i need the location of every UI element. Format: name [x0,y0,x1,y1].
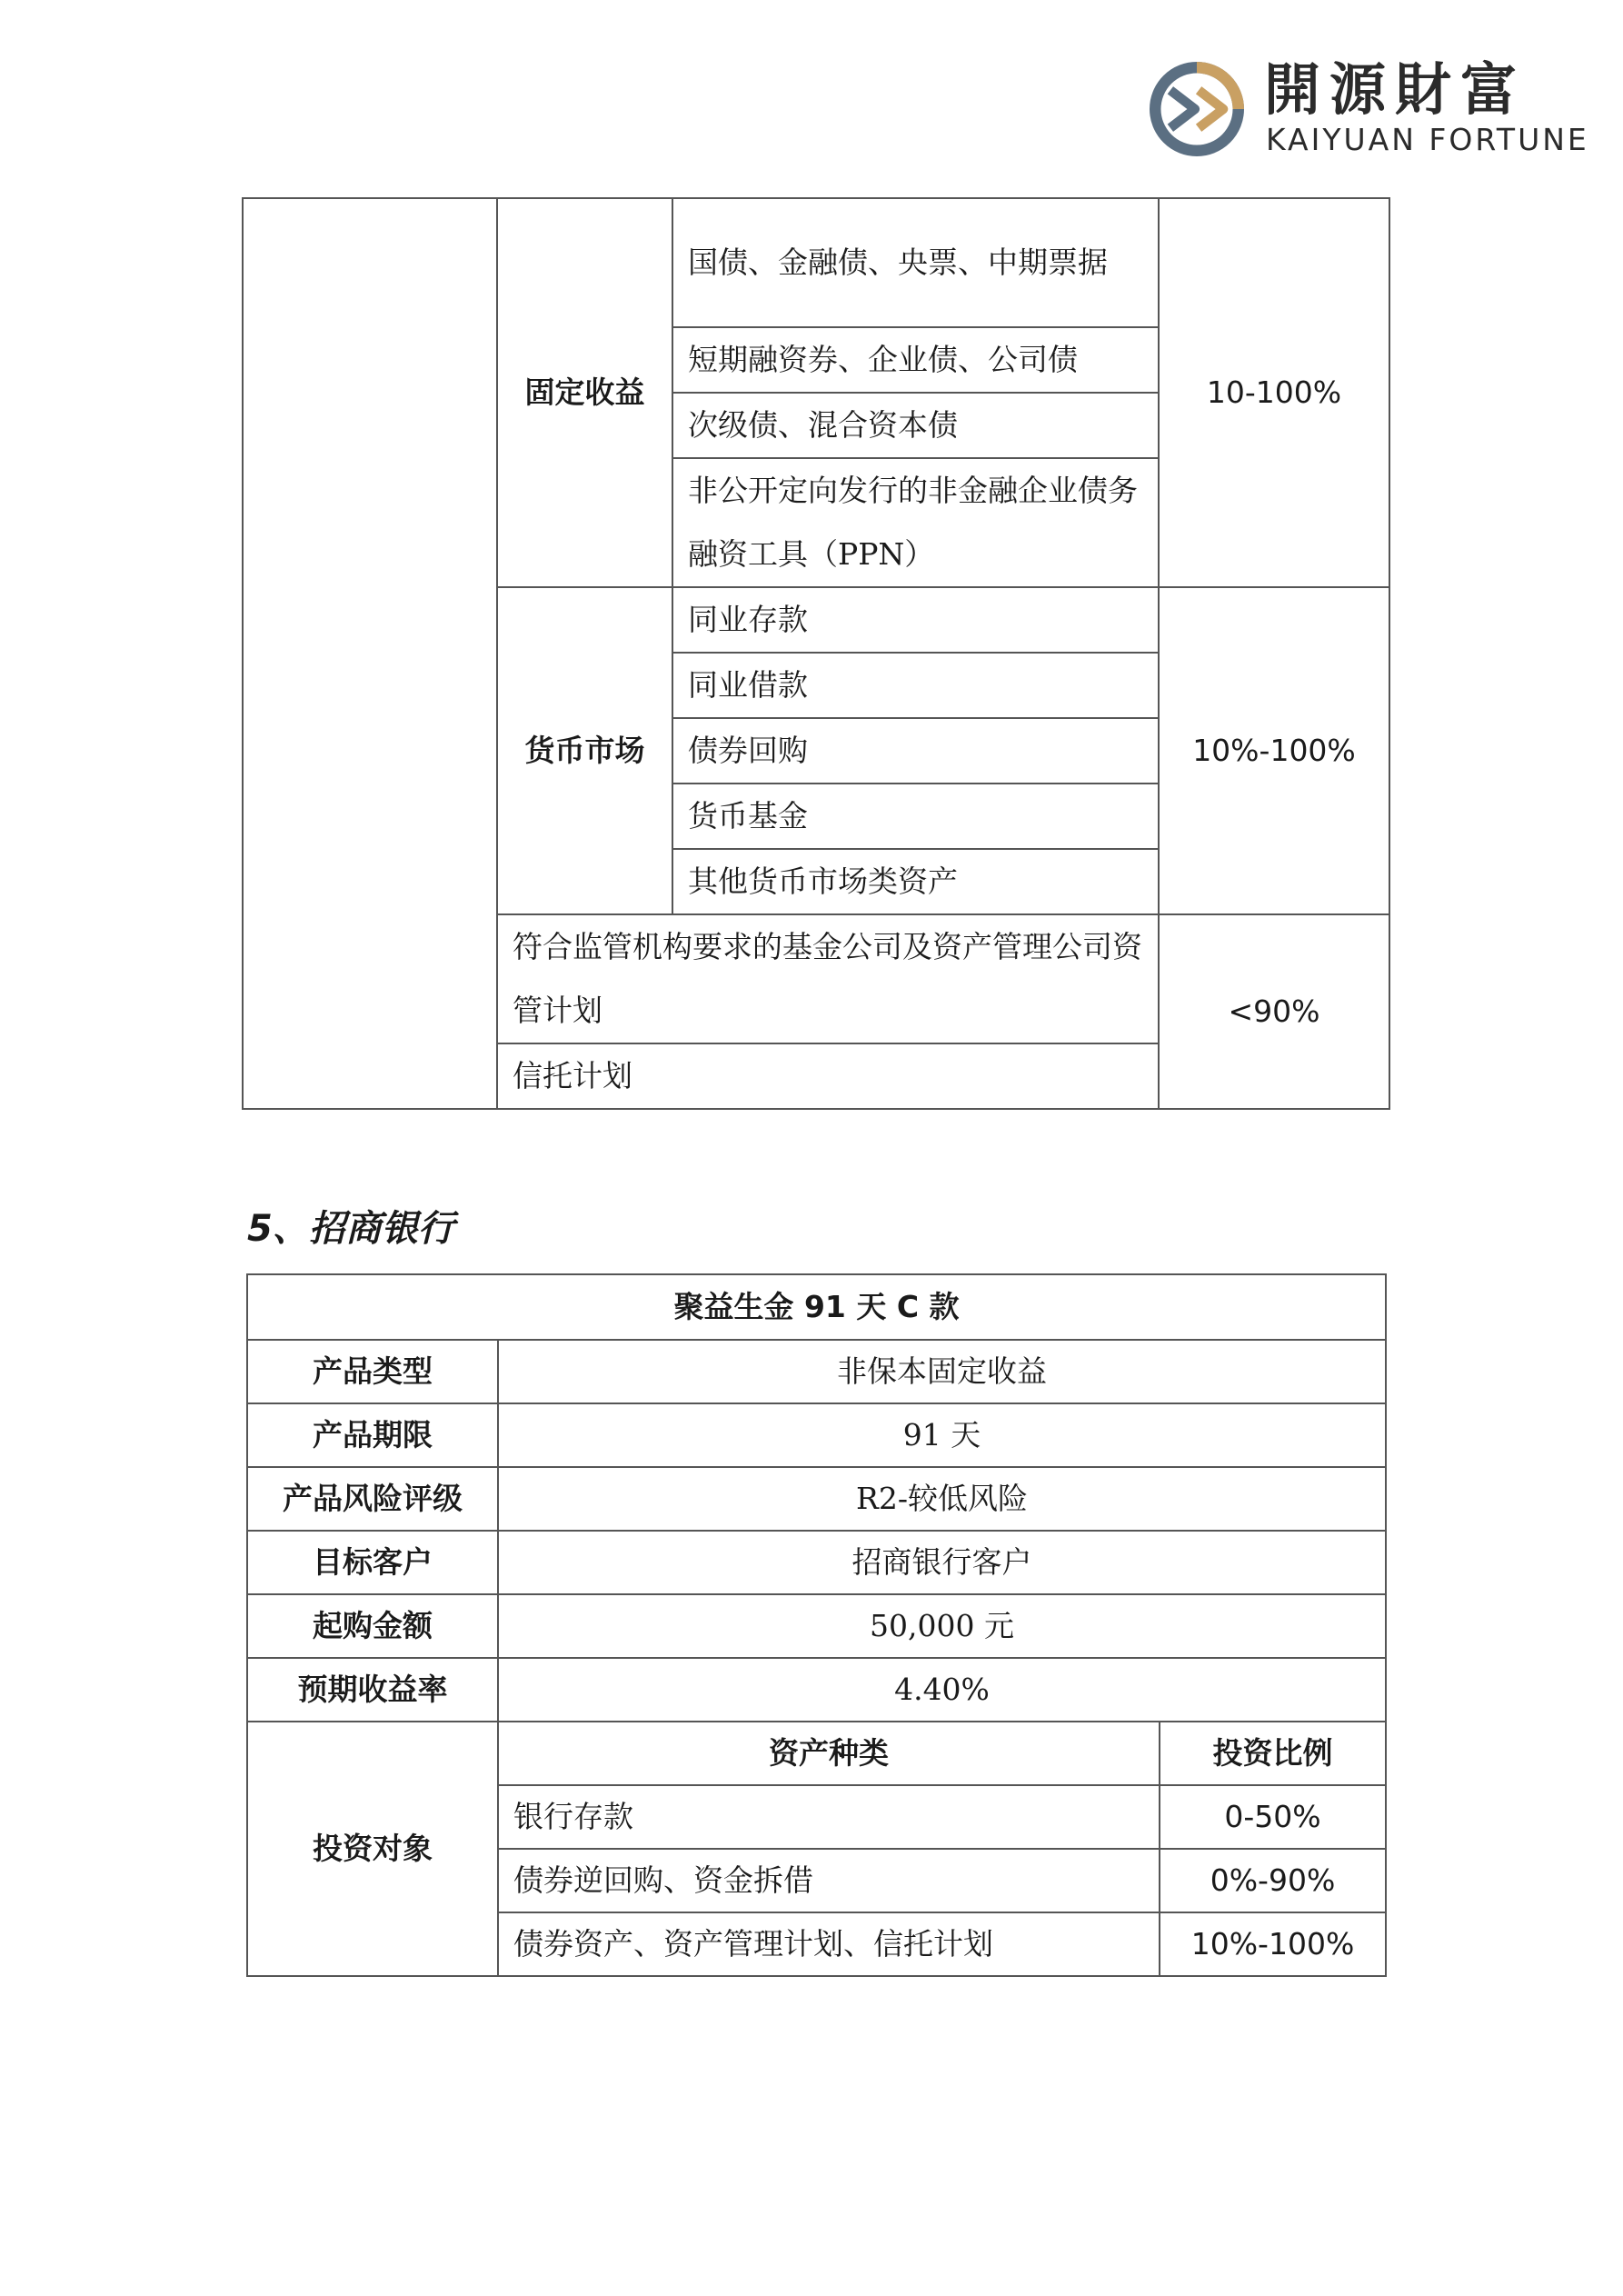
ratio-cell: 0%-90% [1160,1849,1386,1912]
column-header: 投资比例 [1160,1722,1386,1785]
asset-item: 其他货币市场类资产 [672,849,1159,914]
product-info-table [246,1273,1387,1977]
asset-item: 符合监管机构要求的基金公司及资产管理公司资管计划 [497,914,1159,1043]
row-label: 目标客户 [247,1531,498,1594]
group-label: 货币市场 [497,587,672,914]
column-header: 资产种类 [498,1722,1160,1785]
asset-item: 国债、金融债、央票、中期票据 [672,198,1159,327]
asset-item: 短期融资券、企业债、公司债 [672,327,1159,393]
investment-scope-table-continued [242,197,1390,1110]
asset-item: 债券资产、资产管理计划、信托计划 [498,1912,1160,1976]
row-label: 预期收益率 [247,1658,498,1722]
row-value: 招商银行客户 [498,1531,1386,1594]
row-value: 50,000 元 [498,1594,1386,1658]
row-label: 产品期限 [247,1403,498,1467]
row-value: 非保本固定收益 [498,1340,1386,1403]
asset-item: 债券回购 [672,718,1159,784]
asset-item: 银行存款 [498,1785,1160,1849]
asset-item: 货币基金 [672,784,1159,849]
ratio-cell: 10-100% [1159,198,1389,587]
row-label: 产品风险评级 [247,1467,498,1531]
row-value: R2-较低风险 [498,1467,1386,1531]
ratio-cell: <90% [1159,914,1389,1109]
ratio-cell: 0-50% [1160,1785,1386,1849]
row-value: 91 天 [498,1403,1386,1467]
kaiyuan-logo-icon [1150,62,1244,156]
ratio-cell: 10%-100% [1159,587,1389,914]
asset-item: 非公开定向发行的非金融企业债务融资工具（PPN） [672,458,1159,587]
asset-item: 信托计划 [497,1043,1159,1109]
row-value: 4.40% [498,1658,1386,1722]
logo-chinese-name: 開源財富 [1264,56,1527,123]
row-label: 投资对象 [247,1722,498,1976]
product-title: 聚益生金 91 天 C 款 [247,1274,1386,1340]
asset-item: 同业存款 [672,587,1159,653]
asset-item: 次级债、混合资本债 [672,393,1159,458]
ratio-cell: 10%-100% [1160,1912,1386,1976]
blank-cell [243,198,497,1109]
asset-item: 债券逆回购、资金拆借 [498,1849,1160,1912]
company-logo [1150,56,1589,165]
group-label: 固定收益 [497,198,672,587]
logo-english-name: KAIYUAN FORTUNE [1266,122,1589,157]
row-label: 产品类型 [247,1340,498,1403]
asset-item: 同业借款 [672,653,1159,718]
row-label: 起购金额 [247,1594,498,1658]
section-heading: 5、招商银行 [247,1208,454,1250]
